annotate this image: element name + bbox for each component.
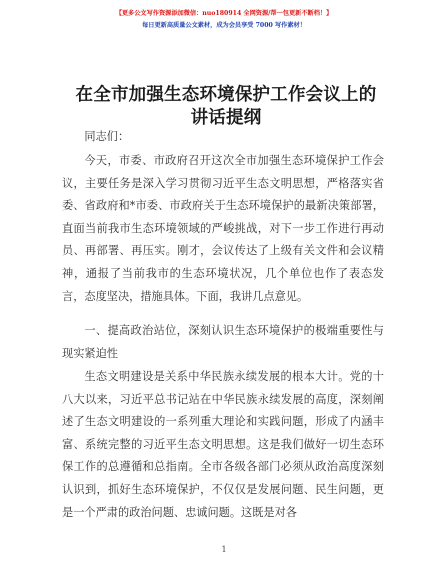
section-heading: 一、提高政治站位，深刻认识生态环境保护的极端重要性与现实紧迫性 [62, 324, 384, 360]
body-paragraph: 今天，市委、市政府召开这次全市加强生态环境保护工作会议，主要任务是深入学习贯彻习近平生态文明思想，严格落实省委、省政府和*市委、市政府关于生态环境保护的最新决策部署，直面当前我市生态环境领域的严峻挑战，对下一步工作进行再动员、再部署、再压实。刚才，会议传达了上级有关文件和会议精神，通报了当前我市的生态环境状况，几个单位也作了表态发言，态度坚决，措施具体。下面，我讲几点意见。 [62, 154, 384, 303]
promo-banner-line-2: 每日更新高质量公文素材，成为会员享受 7000 写作素材！ [142, 22, 306, 29]
promo-banner-line-1: 【更多公文写作资源添加微信：nuo180914 全网资源/帮一包更新不断档！】 [115, 10, 333, 17]
document-title: 在全市加强生态环境保护工作会议上的讲话提纲 [75, 85, 377, 128]
page-number: 1 [221, 545, 227, 554]
body-paragraph: 生态文明建设是关系中华民族永续发展的根本大计。党的十八大以来，习近平总书记站在中华民族永续发展的高度，深刻阐述了生态文明建设的一系列重大理论和实践问题，形成了内涵丰富、系统完整的习近平生态文明思想。这是我们做好一切生态环保工作的总遵循和总指南。全市各级各部门必须从政治高度深刻认识到，抓好生态环境保护，不仅仅是发展问题、民生问题，更是一个严肃的政治问题、忠诚问题。这既是对各 [62, 370, 384, 519]
greeting: 同志们： [84, 130, 130, 143]
